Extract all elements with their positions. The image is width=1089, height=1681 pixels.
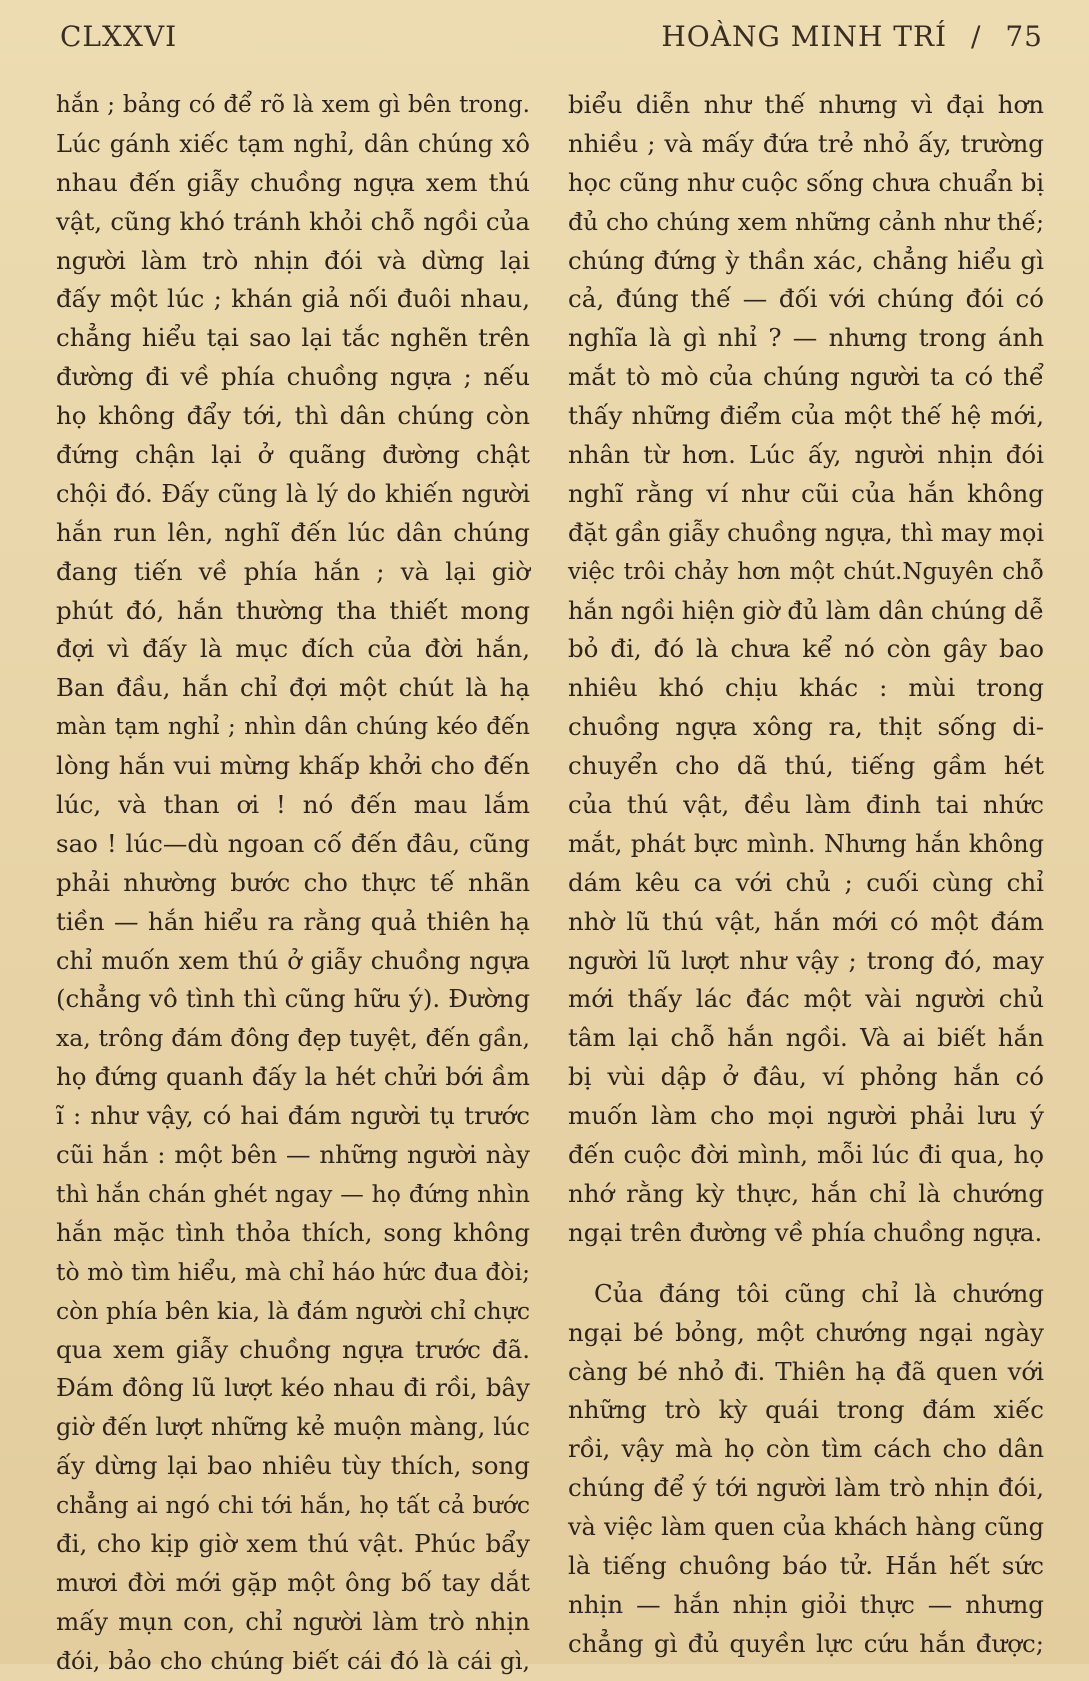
text-line: người làm trò nhịn đói và dừng lại	[56, 245, 530, 275]
text-line: nhiêu khó chịu khác : mùi trong	[568, 673, 1044, 703]
text-line: đường đi về phía chuồng ngựa ; nếu	[56, 362, 530, 392]
running-header	[60, 14, 1043, 60]
text-line: đói, bảo cho chúng biết cái đó là cái gì,	[56, 1646, 530, 1675]
text-line: cả, đúng thế — đối với chúng đói có	[568, 284, 1044, 314]
text-line: Của đáng tôi cũng chỉ là chướng	[594, 1278, 1044, 1308]
page-number: 75	[1005, 20, 1043, 53]
text-line: sao ! lúc—dù ngoan cố đến đâu, cũng	[56, 828, 530, 858]
text-line: mươi đời mới gặp một ông bố tay dắt	[56, 1567, 530, 1597]
text-line: nghĩ rằng ví như cũi của hắn không	[568, 478, 1044, 508]
text-line: chẳng hiểu tại sao lại tắc nghẽn trên	[56, 323, 530, 353]
text-line: màn tạm nghỉ ; nhìn dân chúng kéo đến	[56, 714, 530, 741]
text-line: Lúc gánh xiếc tạm nghỉ, dân chúng xô	[56, 129, 530, 158]
text-line: nhiều ; và mấy đứa trẻ nhỏ ấy, trường	[568, 128, 1044, 158]
text-line: vật, cũng khó tránh khỏi chỗ ngồi của	[56, 206, 530, 236]
text-line: tâm lại chỗ hắn ngồi. Và ai biết hắn	[568, 1023, 1044, 1053]
text-line: chẳng ai ngó chi tới hắn, họ tất cả bước	[56, 1491, 530, 1520]
text-line: là tiếng chuông báo tử. Hắn hết sức	[568, 1550, 1044, 1580]
running-title-and-page	[661, 20, 1043, 53]
text-line: chuồng ngựa xông ra, thịt sống di-	[568, 712, 1044, 742]
text-line: qua xem giẫy chuồng ngựa trước đã.	[56, 1334, 530, 1364]
text-line: họ đứng quanh đấy la hét chửi bới ầm	[56, 1062, 530, 1092]
text-line: giờ đến lượt những kẻ muộn màng, lúc	[56, 1413, 530, 1442]
text-line: bỏ đi, đó là chưa kể nó còn gây bao	[568, 634, 1044, 664]
text-line: xa, trông đám đông đẹp tuyệt, đến gần,	[56, 1024, 530, 1053]
paragraph-gap	[568, 1253, 1044, 1275]
text-line: lòng hắn vui mừng khấp khởi cho đến	[56, 751, 530, 781]
text-line: nhớ rằng kỳ thực, hắn chỉ là chướng	[568, 1178, 1044, 1208]
text-line: họ không đẩy tới, thì dân chúng còn	[56, 401, 530, 431]
text-line: nghĩa là gì nhỉ ? — nhưng trong ánh	[568, 323, 1044, 353]
text-line: ấy dừng lại bao nhiêu tùy thích, song	[56, 1451, 530, 1481]
text-line: mới thấy lác đác một vài người chủ	[568, 984, 1044, 1014]
text-line: những trò kỳ quái trong đám xiếc	[568, 1395, 1044, 1425]
text-line: học cũng như cuộc sống chưa chuẩn bị	[568, 168, 1044, 197]
text-line: việc trôi chảy hơn một chút.Nguyên chỗ	[568, 558, 1044, 585]
text-line: hắn ngồi hiện giờ đủ làm dân chúng dễ	[568, 596, 1044, 625]
text-line: đang tiến về phía hắn ; và lại giờ	[56, 556, 530, 586]
text-line: hắn mặc tình thỏa thích, song không	[56, 1217, 530, 1247]
paragraph	[568, 86, 1044, 1253]
text-line: rồi, vậy mà họ còn tìm cách cho dân	[568, 1434, 1044, 1464]
text-line: chội đó. Đấy cũng là lý do khiến người	[56, 479, 530, 508]
chapter-number: CLXXVI	[60, 20, 178, 53]
text-line: lúc, và than ơi ! nó đến mau lắm	[56, 790, 530, 820]
text-line: nhân từ hơn. Lúc ấy, người nhịn đói	[568, 440, 1044, 470]
text-line: mấy mụn con, chỉ người làm trò nhịn	[56, 1606, 530, 1636]
text-line: (chẳng vô tình thì cũng hữu ý). Đường	[56, 984, 530, 1014]
text-line: nhờ lũ thú vật, hắn mới có một đám	[568, 906, 1044, 936]
text-line: người lũ lượt như vậy ; trong đó, may	[568, 945, 1044, 975]
text-line: dám kêu ca với chủ ; cuối cùng chỉ	[568, 867, 1044, 897]
text-line: ĩ : như vậy, có hai đám người tụ trước	[56, 1101, 530, 1131]
text-line: tò mò tìm hiểu, mà chỉ háo hức đua đòi;	[56, 1257, 530, 1286]
text-line: chẳng gì đủ quyền lực cứu hắn được;	[568, 1628, 1044, 1658]
text-line: chuyển cho dã thú, tiếng gầm hét	[568, 751, 1044, 781]
text-line: nhau đến giẫy chuồng ngựa xem thú	[56, 167, 530, 197]
text-line: chúng đứng ỳ thần xác, chẳng hiểu gì	[568, 245, 1044, 275]
text-line: chỉ muốn xem thú ở giẫy chuồng ngựa	[56, 946, 530, 975]
text-line: của thú vật, đều làm đinh tai nhức	[568, 790, 1044, 820]
text-line: biểu diễn như thế nhưng vì đại hơn	[568, 90, 1044, 119]
text-line: đấy một lúc ; khán giả nối đuôi nhau,	[56, 284, 530, 314]
text-line: thì hắn chán ghét ngay — họ đứng nhìn	[56, 1179, 530, 1208]
running-title: HOÀNG MINH TRÍ	[661, 20, 948, 53]
left-text-column	[56, 86, 530, 1681]
text-line: hắn ; bảng có để rõ là xem gì bên trong.	[56, 92, 530, 118]
text-line: còn phía bên kia, là đám người chỉ chực	[56, 1296, 530, 1325]
paragraph	[568, 1275, 1044, 1664]
text-line: nhịn — hắn nhịn giỏi thực — nhưng	[568, 1589, 1044, 1619]
text-line: phải nhường bước cho thực tế nhãn	[56, 867, 530, 897]
text-line: tiền — hắn hiểu ra rằng quả thiên hạ	[56, 906, 530, 936]
text-line: đợi vì đấy là mục đích của đời hắn,	[56, 634, 530, 664]
text-line: Đám đông lũ lượt kéo nhau đi rồi, bây	[56, 1373, 530, 1403]
text-line: đặt gần giẫy chuồng ngựa, thì may mọi	[568, 518, 1044, 547]
text-line: chúng để ý tới người làm trò nhịn đói,	[568, 1473, 1044, 1503]
text-line: mắt, phát bực mình. Nhưng hắn không	[568, 829, 1044, 858]
header-separator: /	[971, 20, 982, 53]
text-line: thấy những điểm của một thế hệ mới,	[568, 401, 1044, 431]
right-text-column	[568, 86, 1044, 1664]
text-line: phút đó, hắn thường tha thiết mong	[56, 595, 530, 625]
text-line: đứng chận lại ở quãng đường chật	[56, 440, 530, 470]
text-line: cũi hắn : một bên — những người này	[56, 1140, 530, 1170]
text-line: đủ cho chúng xem những cảnh như thế;	[568, 207, 1044, 236]
text-line: ngại trên đường về phía chuồng ngựa.	[568, 1217, 1043, 1247]
text-line: đi, cho kịp giờ xem thú vật. Phúc bẩy	[56, 1528, 530, 1558]
text-line: bị vùi dập ở đâu, ví phỏng hắn có	[568, 1062, 1044, 1092]
text-line: và việc làm quen của khách hàng cũng	[568, 1513, 1044, 1542]
text-line: muốn làm cho mọi người phải lưu ý	[568, 1101, 1044, 1131]
text-line: mắt tò mò của chúng người ta có thể	[568, 362, 1044, 392]
text-line: Ban đầu, hắn chỉ đợi một chút là hạ	[56, 673, 530, 703]
text-line: càng bé nhỏ đi. Thiên hạ đã quen với	[568, 1356, 1044, 1386]
text-line: hắn run lên, nghĩ đến lúc dân chúng	[56, 517, 530, 547]
text-line: đến cuộc đời mình, mỗi lúc đi qua, họ	[568, 1140, 1044, 1170]
text-line: ngại bé bỏng, một chướng ngại ngày	[568, 1317, 1044, 1347]
